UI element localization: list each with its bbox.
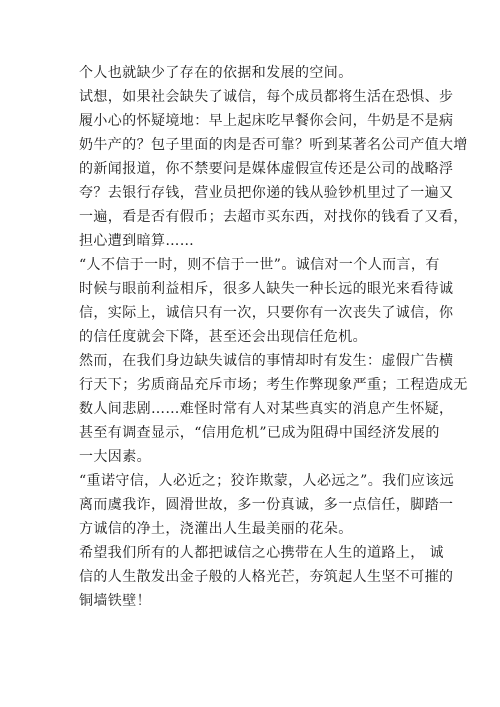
text-line: 铜墙铁壁！	[79, 593, 151, 609]
text-line: 履小心的怀疑境地：早上起床吃早餐你会问，牛奶是不是病	[79, 113, 454, 129]
text-line: “重诺守信，人必近之；狡诈欺蒙，人必远之”。我们应该远	[79, 473, 455, 489]
text-line: 数人间悲剧……难怪时常有人对某些真实的消息产生怀疑，	[79, 401, 454, 417]
text-line: 然而，在我们身边缺失诚信的事情却时有发生：虚假广告横	[79, 353, 454, 369]
text-line: 时候与眼前利益相斥，很多人缺失一种长远的眼光来看待诚	[79, 281, 454, 297]
text-line: 甚至有调查显示，“信用危机”已成为阻碍中国经济发展的	[79, 425, 440, 441]
text-line: 一遍，看是否有假币；去超市买东西，对找你的钱看了又看，	[79, 209, 468, 225]
text-line: 的信任度就会下降，甚至还会出现信任危机。	[79, 329, 367, 345]
essay-text	[79, 61, 468, 613]
text-line: 奶牛产的？包子里面的肉是否可靠？听到某著名公司产值大增	[79, 137, 468, 153]
text-line: 一大因素。	[79, 449, 151, 465]
text-line: 的新闻报道，你不禁要问是媒体虚假宣传还是公司的战略浮	[79, 161, 454, 177]
text-line: “人不信于一时，则不信于一世”。诚信对一个人而言，有	[79, 257, 440, 273]
text-line: 担心遭到暗算……	[79, 233, 195, 249]
text-line: 试想，如果社会缺失了诚信，每个成员都将生活在恐惧、步	[79, 89, 454, 105]
text-line: 行天下；劣质商品充斥市场；考生作弊现象严重；工程造成无	[79, 377, 468, 393]
text-line: 希望我们所有的人都把诚信之心携带在人生的道路上， 诚	[79, 545, 444, 561]
text-line: 离而虞我诈，圆滑世故，多一份真诚，多一点信任，脚踏一	[79, 497, 454, 513]
text-line: 夸？去银行存钱，营业员把你递的钱从验钞机里过了一遍又	[79, 185, 454, 201]
text-line: 个人也就缺少了存在的依据和发展的空间。	[79, 65, 353, 81]
text-line: 信的人生散发出金子般的人格光芒，夯筑起人生坚不可摧的	[79, 569, 454, 585]
text-line: 方诚信的净土，浇灌出人生最美丽的花朵。	[79, 521, 353, 537]
text-line: 信，实际上，诚信只有一次，只要你有一次丧失了诚信，你	[79, 305, 454, 321]
